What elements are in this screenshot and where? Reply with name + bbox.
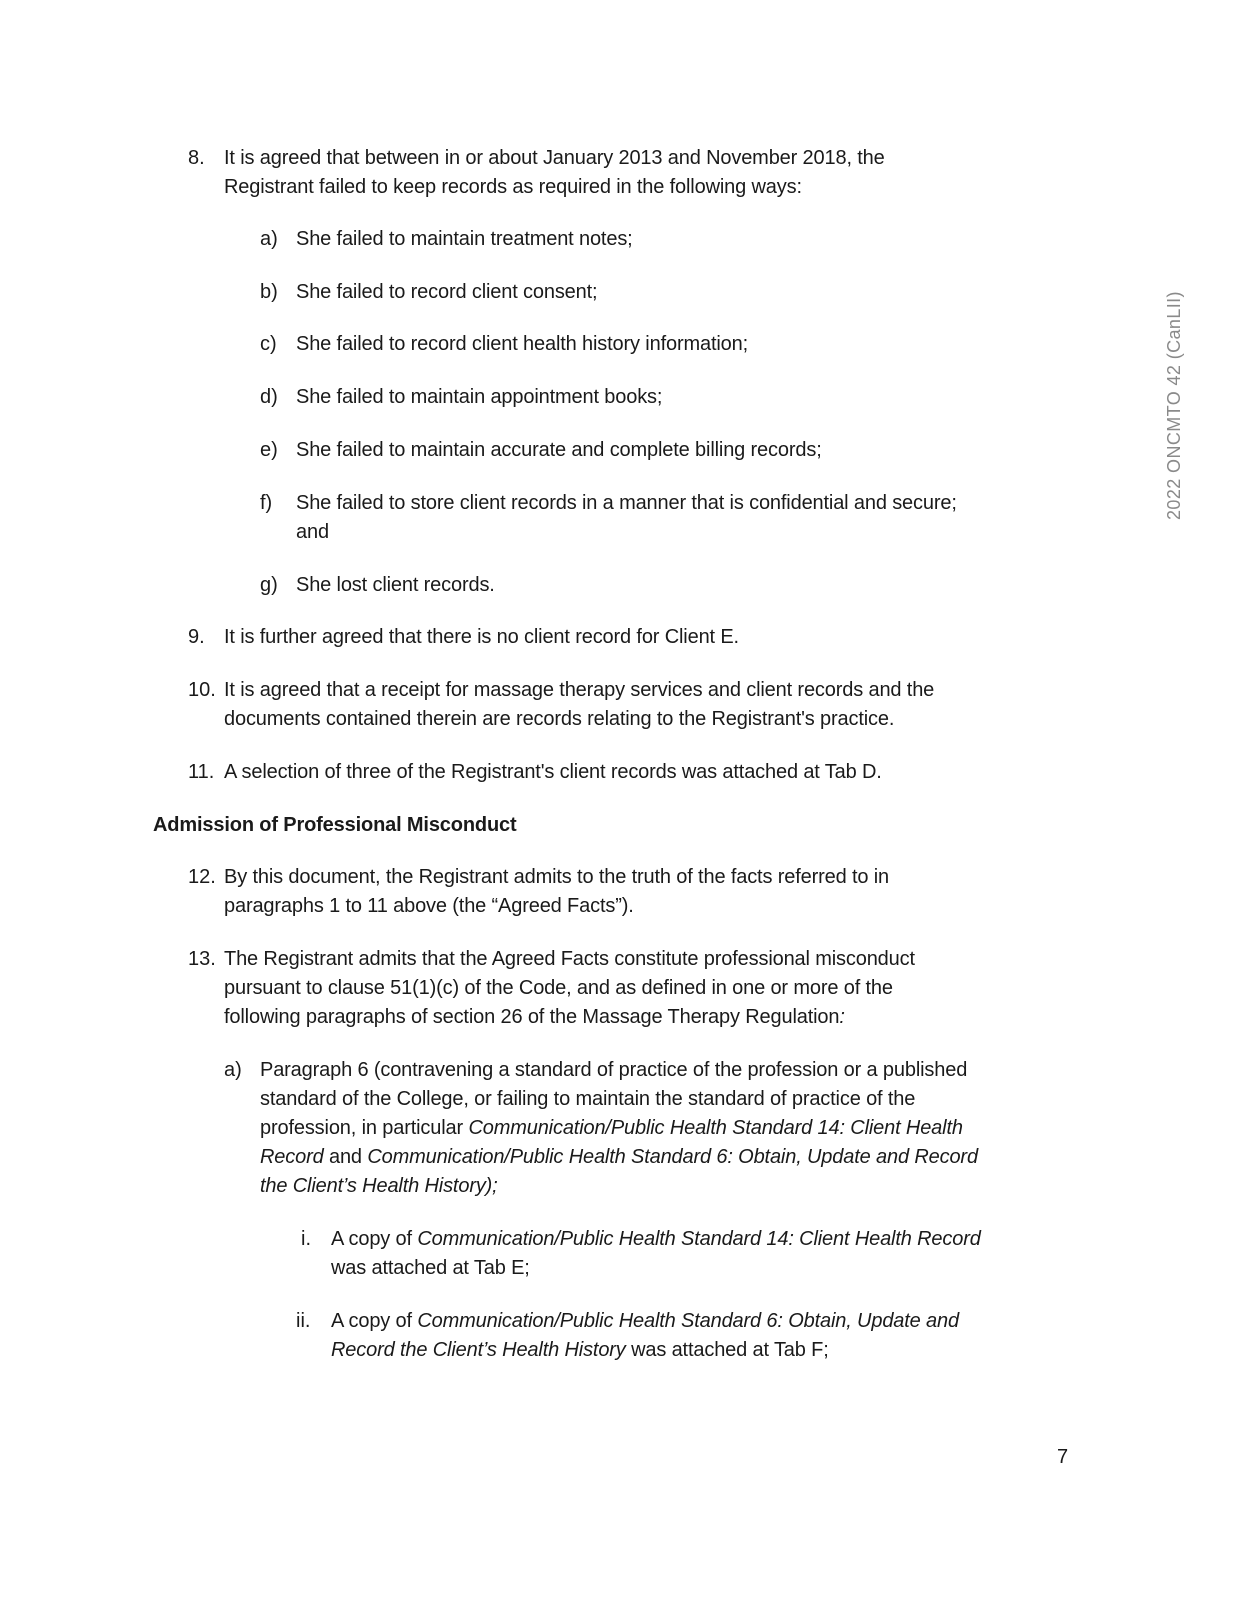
paragraph-number: 13.	[188, 948, 216, 970]
text-run: was attached at Tab F;	[625, 1339, 829, 1361]
text-run: A copy of	[331, 1228, 418, 1250]
list-item: She failed to maintain treatment notes;	[296, 228, 633, 250]
list-item: She failed to maintain appointment books;	[296, 386, 663, 408]
text-run-italic: Record	[260, 1146, 324, 1168]
text-run-italic: Communication/Public Health Standard 14: Client Health	[468, 1117, 963, 1139]
paragraph-text: paragraphs 1 to 11 above (the “Agreed Facts”).	[224, 895, 634, 917]
list-item-text	[260, 1143, 978, 1172]
list-label: g)	[260, 574, 278, 596]
paragraph-text: It is further agreed that there is no client record for Client E.	[224, 626, 739, 648]
sublist-label: i.	[301, 1228, 311, 1250]
text-run: and	[323, 1146, 368, 1168]
paragraph-text: It is agreed that a receipt for massage therapy services and client records and the	[224, 679, 935, 701]
citation-watermark: 2022 ONCMTO 42 (CanLII)	[1164, 291, 1184, 520]
text-run: following paragraphs of section 26 of the Massage Therapy Regulation	[224, 1006, 840, 1028]
sublist-item-text: was attached at Tab E;	[331, 1257, 530, 1279]
list-label: f)	[260, 492, 273, 514]
list-item: She failed to record client consent;	[296, 281, 598, 303]
text-run-italic: Record the Client’s Health History	[331, 1339, 626, 1361]
list-item: and	[296, 521, 329, 543]
list-item: She failed to store client records in a manner that is confidential and secure;	[296, 492, 957, 514]
sublist-item-text	[331, 1336, 829, 1365]
paragraph-text: A selection of three of the Registrant's client records was attached at Tab D.	[224, 761, 882, 783]
list-item-text	[260, 1172, 498, 1201]
paragraph-text: The Registrant admits that the Agreed Facts constitute professional misconduct	[224, 948, 915, 970]
list-label: a)	[260, 228, 278, 250]
list-item: She failed to maintain accurate and complete billing records;	[296, 439, 822, 461]
list-label: b)	[260, 281, 278, 303]
text-run-italic: Communication/Public Health Standard 14: Client Health Record	[417, 1228, 981, 1250]
text-run-italic: Communication/Public Health Standard 6: Obtain, Update and Record	[367, 1146, 978, 1168]
list-item: She failed to record client health history information;	[296, 333, 748, 355]
paragraph-number: 9.	[188, 626, 205, 648]
list-label: d)	[260, 386, 278, 408]
paragraph-number: 10.	[188, 679, 216, 701]
paragraph-text: documents contained therein are records relating to the Registrant's practice.	[224, 708, 895, 730]
list-item-text	[260, 1114, 963, 1143]
sublist-item-text	[331, 1225, 981, 1254]
text-run-italic: the Client’s Health History);	[260, 1175, 498, 1197]
list-item-text: Paragraph 6 (contravening a standard of practice of the profession or a published	[260, 1059, 968, 1081]
list-item-text: standard of the College, or failing to maintain the standard of practice of the	[260, 1088, 916, 1110]
page-number: 7	[1057, 1446, 1069, 1468]
text-run-italic: :	[839, 1006, 845, 1028]
paragraph-number: 11.	[188, 761, 215, 783]
paragraph-number: 8.	[188, 147, 205, 169]
text-run: A copy of	[331, 1310, 418, 1332]
list-item: She lost client records.	[296, 574, 495, 596]
sublist-item-text	[331, 1307, 959, 1336]
paragraph-text: pursuant to clause 51(1)(c) of the Code, and as defined in one or more of the	[224, 977, 893, 999]
paragraph-text: It is agreed that between in or about January 2013 and November 2018, the	[224, 147, 885, 169]
list-label: a)	[224, 1059, 242, 1081]
section-heading: Admission of Professional Misconduct	[153, 814, 517, 836]
paragraph-number: 12.	[188, 866, 216, 888]
paragraph-text	[224, 1003, 845, 1032]
paragraph-text: Registrant failed to keep records as required in the following ways:	[224, 176, 802, 198]
text-run-italic: Communication/Public Health Standard 6: Obtain, Update and	[417, 1310, 959, 1332]
paragraph-text: By this document, the Registrant admits to the truth of the facts referred to in	[224, 866, 890, 888]
list-label: c)	[260, 333, 277, 355]
list-label: e)	[260, 439, 278, 461]
text-run: profession, in particular	[260, 1117, 469, 1139]
sublist-label: ii.	[296, 1310, 311, 1332]
